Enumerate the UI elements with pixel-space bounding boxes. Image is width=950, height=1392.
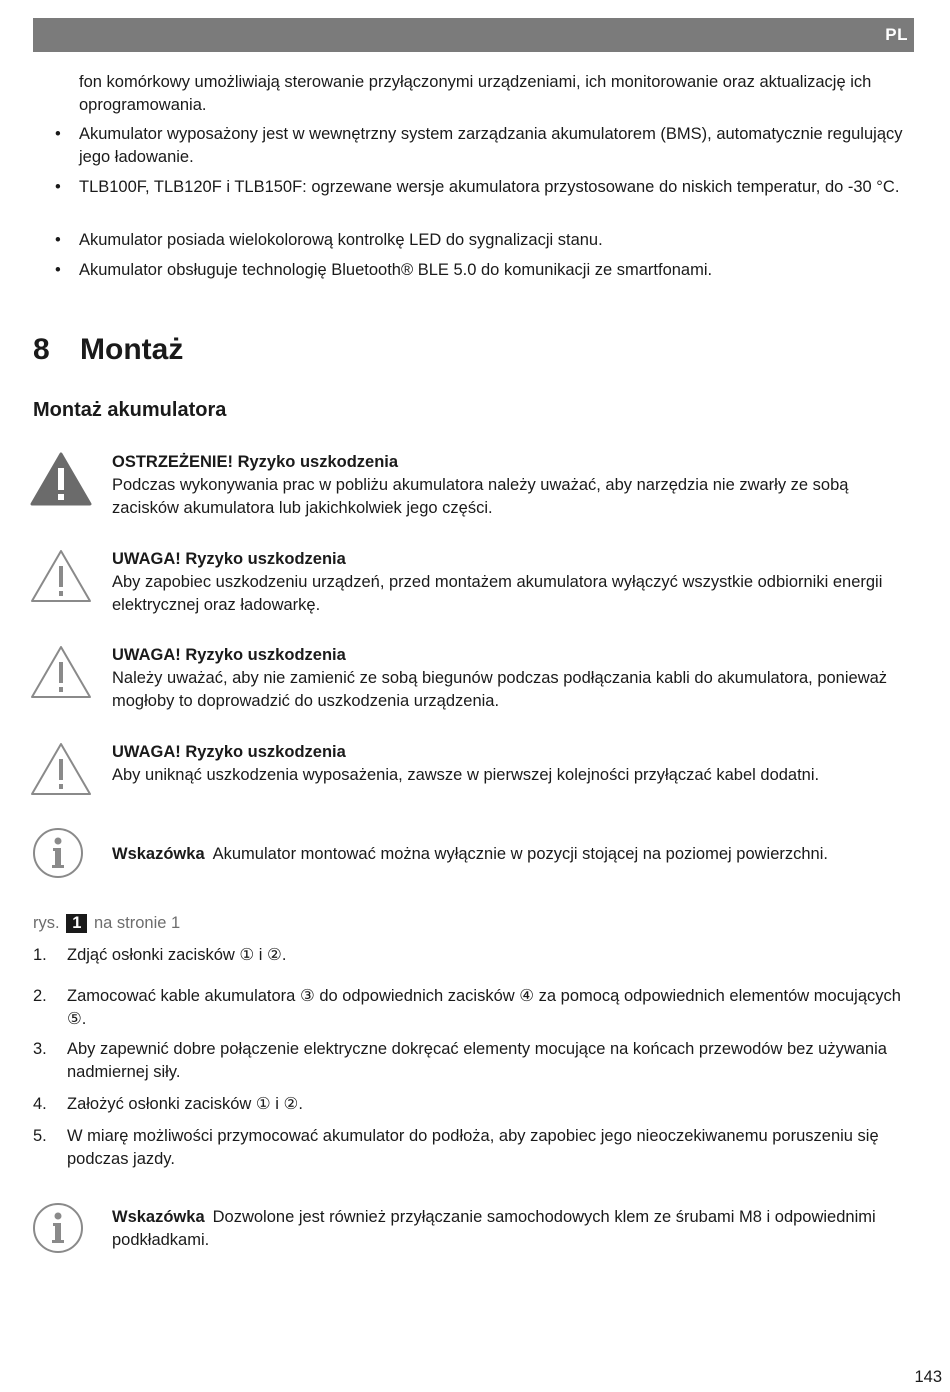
notice-text: Aby uniknąć uszkodzenia wyposażenia, zawsze w pierwszej kolejności przyłączać kabel dodatni. [112, 766, 820, 784]
notice-text: Aby zapobiec uszkodzeniu urządzeń, przed montażem akumulatora wyłączyć wszystkie odbiorniki energii elektrycznej oraz ładowarkę. [112, 573, 883, 614]
list-item: • Akumulator wyposażony jest w wewnętrzny system zarządzania akumulatorem (BMS), automatycznie regulujący jego ładowanie. [55, 125, 903, 166]
section-title: Montaż [80, 333, 184, 366]
list-item: • TLB100F, TLB120F i TLB150F: ogrzewane wersje akumulatora przystosowane do niskich temperatur, do -30 °C. [55, 178, 900, 196]
list-item: 4. Założyć osłonki zacisków ① i ②. [33, 1095, 303, 1113]
notice-title: UWAGA! Ryzyko uszkodzenia [112, 743, 346, 761]
list-item: • Akumulator posiada wielokolorową kontrolkę LED do sygnalizacji stanu. [55, 231, 603, 249]
list-item: 5. W miarę możliwości przymocować akumulator do podłoża, aby zapobiec jego nieoczekiwanemu poruszeniu się podczas jazdy. [33, 1127, 879, 1168]
notice-text: Podczas wykonywania prac w pobliżu akumulatora należy uważać, aby narzędzia nie zwarły ze sobą zacisków akumulatora lub jakichkolwiek jego części. [112, 476, 849, 517]
language-label: PL [885, 25, 908, 44]
list-item: 1. Zdjąć osłonki zacisków ① i ②. [33, 946, 287, 964]
hint-text: Akumulator montować można wyłącznie w pozycji stojącej na poziomej powierzchni. [212, 845, 828, 863]
list-item: 2. Zamocować kable akumulatora ③ do odpowiednich zacisków ④ za pomocą odpowiednich elementów mocujących ⑤. [33, 987, 901, 1028]
figure-reference: rys. 1 na stronie 1 [33, 914, 181, 932]
figure-number-badge: 1 [66, 914, 87, 933]
hint-text: Dozwolone jest również przyłączanie samochodowych klem ze śrubami M8 i odpowiednimi podkładkami. [112, 1208, 876, 1249]
list-item: 3. Aby zapewnić dobre połączenie elektryczne dokręcać elementy mocujące na końcach przewodów bez używania nadmiernej siły. [33, 1040, 887, 1081]
notice-title: OSTRZEŻENIE! Ryzyko uszkodzenia [112, 453, 399, 471]
list-item: • Akumulator obsługuje technologię Bluetooth® BLE 5.0 do komunikacji ze smartfonami. [55, 261, 713, 279]
notice-title: UWAGA! Ryzyko uszkodzenia [112, 646, 346, 664]
warning-outline-icon [30, 548, 92, 604]
continuation-paragraph: fon komórkowy umożliwiają sterowanie przyłączonymi urządzeniami, ich monitorowanie oraz aktualizację ich oprogramowania. [79, 73, 872, 114]
warning-filled-icon [30, 451, 92, 507]
notice-text: Należy uważać, aby nie zamienić ze sobą biegunów podczas podłączania kabli do akumulatora, ponieważ mogłoby to doprowadzić do uszkodzenia urządzenia. [112, 669, 888, 710]
page-number: 143 [914, 1368, 942, 1386]
info-icon [32, 1202, 84, 1254]
hint-label: Wskazówka [112, 1208, 205, 1226]
warning-outline-icon [30, 741, 92, 797]
section-heading [33, 330, 183, 370]
subsection-heading: Montaż akumulatora [33, 399, 227, 421]
warning-outline-icon [30, 644, 92, 700]
header-bar [33, 18, 914, 52]
section-number: 8 [33, 333, 50, 366]
info-icon [32, 827, 84, 879]
notice-title: UWAGA! Ryzyko uszkodzenia [112, 550, 346, 568]
hint-label: Wskazówka [112, 845, 205, 863]
